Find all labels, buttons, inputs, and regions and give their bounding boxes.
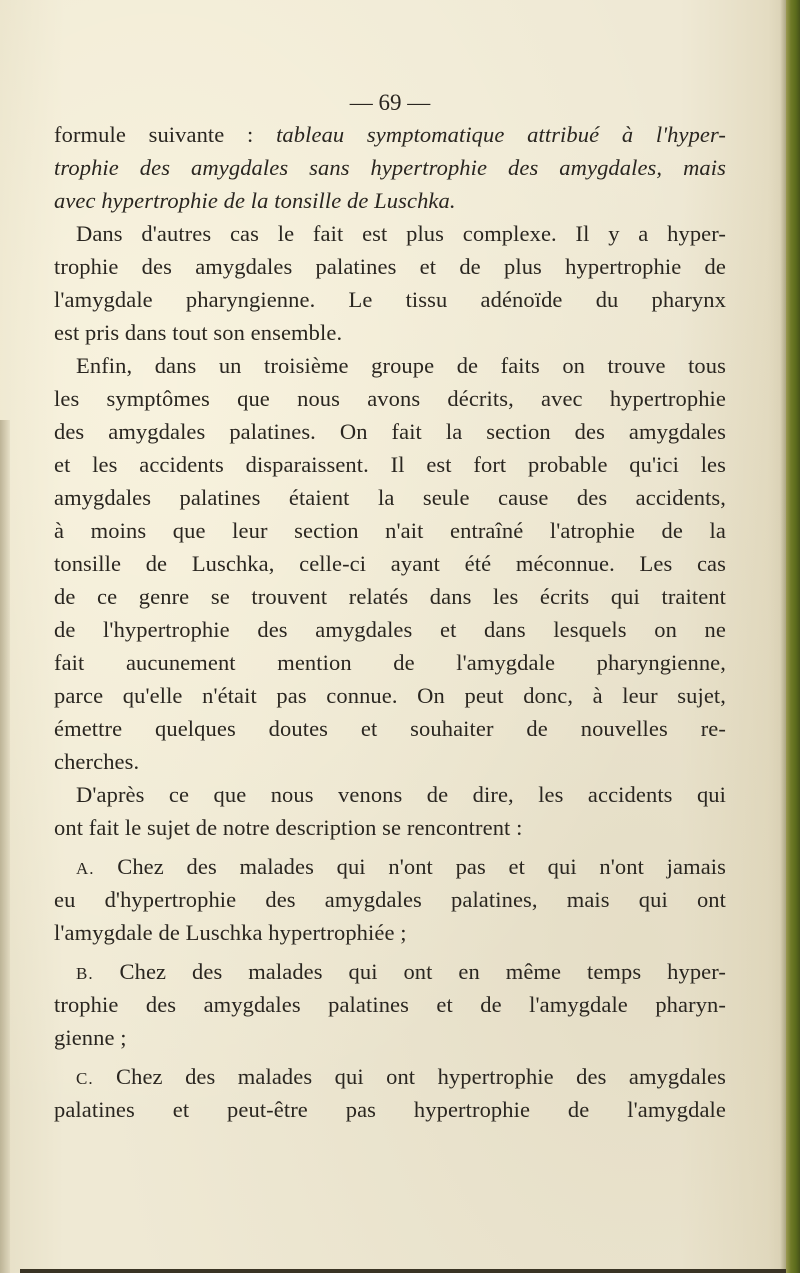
text-run: amygdales palatines étaient la seule cause des accidents,	[54, 485, 726, 510]
text-run: de ce genre se trouvent relatés dans les écrits qui traitent	[54, 584, 726, 609]
text-run: Chez des malades qui ont hypertrophie des amygdales	[93, 1064, 726, 1089]
text-line	[54, 184, 726, 217]
text-line	[54, 448, 726, 481]
paragraph	[54, 850, 726, 949]
italic-run: tableau symptomatique attribué à l'hyper-	[276, 122, 727, 147]
text-line	[54, 217, 726, 250]
text-line	[54, 883, 726, 916]
text-run: l'amygdale de Luschka hypertrophiée ;	[54, 920, 407, 945]
text-line	[54, 955, 726, 988]
body-text	[54, 118, 726, 1126]
text-run: gienne ;	[54, 1025, 127, 1050]
list-marker: C.	[76, 1069, 94, 1088]
text-line	[54, 118, 726, 151]
text-run: à moins que leur section n'ait entraîné l'atrophie de la	[54, 518, 726, 543]
text-run: cherches.	[54, 749, 140, 774]
paragraph	[54, 217, 726, 349]
paragraph	[54, 955, 726, 1054]
text-run: et les accidents disparaissent. Il est fort probable qu'ici les	[54, 452, 726, 477]
text-line	[54, 316, 726, 349]
binding-strip	[786, 0, 800, 1273]
italic-run: trophie des amygdales sans hypertrophie des amygdales, mais	[54, 155, 726, 180]
list-marker: B.	[76, 964, 94, 983]
text-run: fait aucunement mention de l'amygdale pharyngienne,	[54, 650, 726, 675]
text-line	[54, 916, 726, 949]
text-run: palatines et peut-être pas hypertrophie de l'amygdale	[54, 1097, 726, 1122]
paragraph	[54, 118, 726, 217]
paragraph	[54, 778, 726, 844]
text-line	[54, 580, 726, 613]
text-line	[54, 850, 726, 883]
text-run: trophie des amygdales palatines et de l'amygdale pharyn-	[54, 992, 726, 1017]
text-run: D'après ce que nous venons de dire, les accidents qui	[76, 782, 726, 807]
text-line	[54, 514, 726, 547]
text-line	[54, 1093, 726, 1126]
text-run: émettre quelques doutes et souhaiter de nouvelles re-	[54, 716, 726, 741]
text-run: les symptômes que nous avons décrits, avec hypertrophie	[54, 386, 726, 411]
text-line	[54, 745, 726, 778]
page-edge-shadow	[0, 420, 10, 1273]
text-run: parce qu'elle n'était pas connue. On peut donc, à leur sujet,	[54, 683, 726, 708]
text-run: est pris dans tout son ensemble.	[54, 320, 343, 345]
paragraph	[54, 349, 726, 778]
text-line	[54, 481, 726, 514]
text-line	[54, 382, 726, 415]
text-line	[54, 547, 726, 580]
text-run: l'amygdale pharyngienne. Le tissu adénoïde du pharynx	[54, 287, 726, 312]
text-line	[54, 988, 726, 1021]
text-run: tonsille de Luschka, celle-ci ayant été méconnue. Les cas	[54, 551, 726, 576]
text-line	[54, 283, 726, 316]
text-run: Enfin, dans un troisième groupe de faits on trouve tous	[76, 353, 726, 378]
text-run: de l'hypertrophie des amygdales et dans lesquels on ne	[54, 617, 726, 642]
text-run: Chez des malades qui ont en même temps hyper-	[93, 959, 726, 984]
text-line	[54, 1060, 726, 1093]
text-line	[54, 250, 726, 283]
text-line	[54, 613, 726, 646]
text-line	[54, 712, 726, 745]
text-line	[54, 415, 726, 448]
text-run: trophie des amygdales palatines et de plus hypertrophie de	[54, 254, 726, 279]
text-run: formule suivante :	[54, 122, 277, 147]
italic-run: avec hypertrophie de la tonsille de Luschka.	[54, 188, 456, 213]
text-line	[54, 778, 726, 811]
text-run: Chez des malades qui n'ont pas et qui n'ont jamais	[94, 854, 726, 879]
text-run: des amygdales palatines. On fait la section des amygdales	[54, 419, 726, 444]
text-line	[54, 349, 726, 382]
paragraph	[54, 1060, 726, 1126]
text-run: Dans d'autres cas le fait est plus complexe. Il y a hyper-	[76, 221, 726, 246]
text-line	[54, 646, 726, 679]
page-number: — 69 —	[349, 90, 431, 115]
text-line	[54, 151, 726, 184]
page-bottom-edge	[20, 1269, 786, 1273]
text-run: eu d'hypertrophie des amygdales palatines, mais qui ont	[54, 887, 726, 912]
text-line	[54, 679, 726, 712]
text-line	[54, 1021, 726, 1054]
list-marker: A.	[76, 859, 95, 878]
text-run: ont fait le sujet de notre description se rencontrent :	[54, 815, 523, 840]
text-line	[54, 811, 726, 844]
